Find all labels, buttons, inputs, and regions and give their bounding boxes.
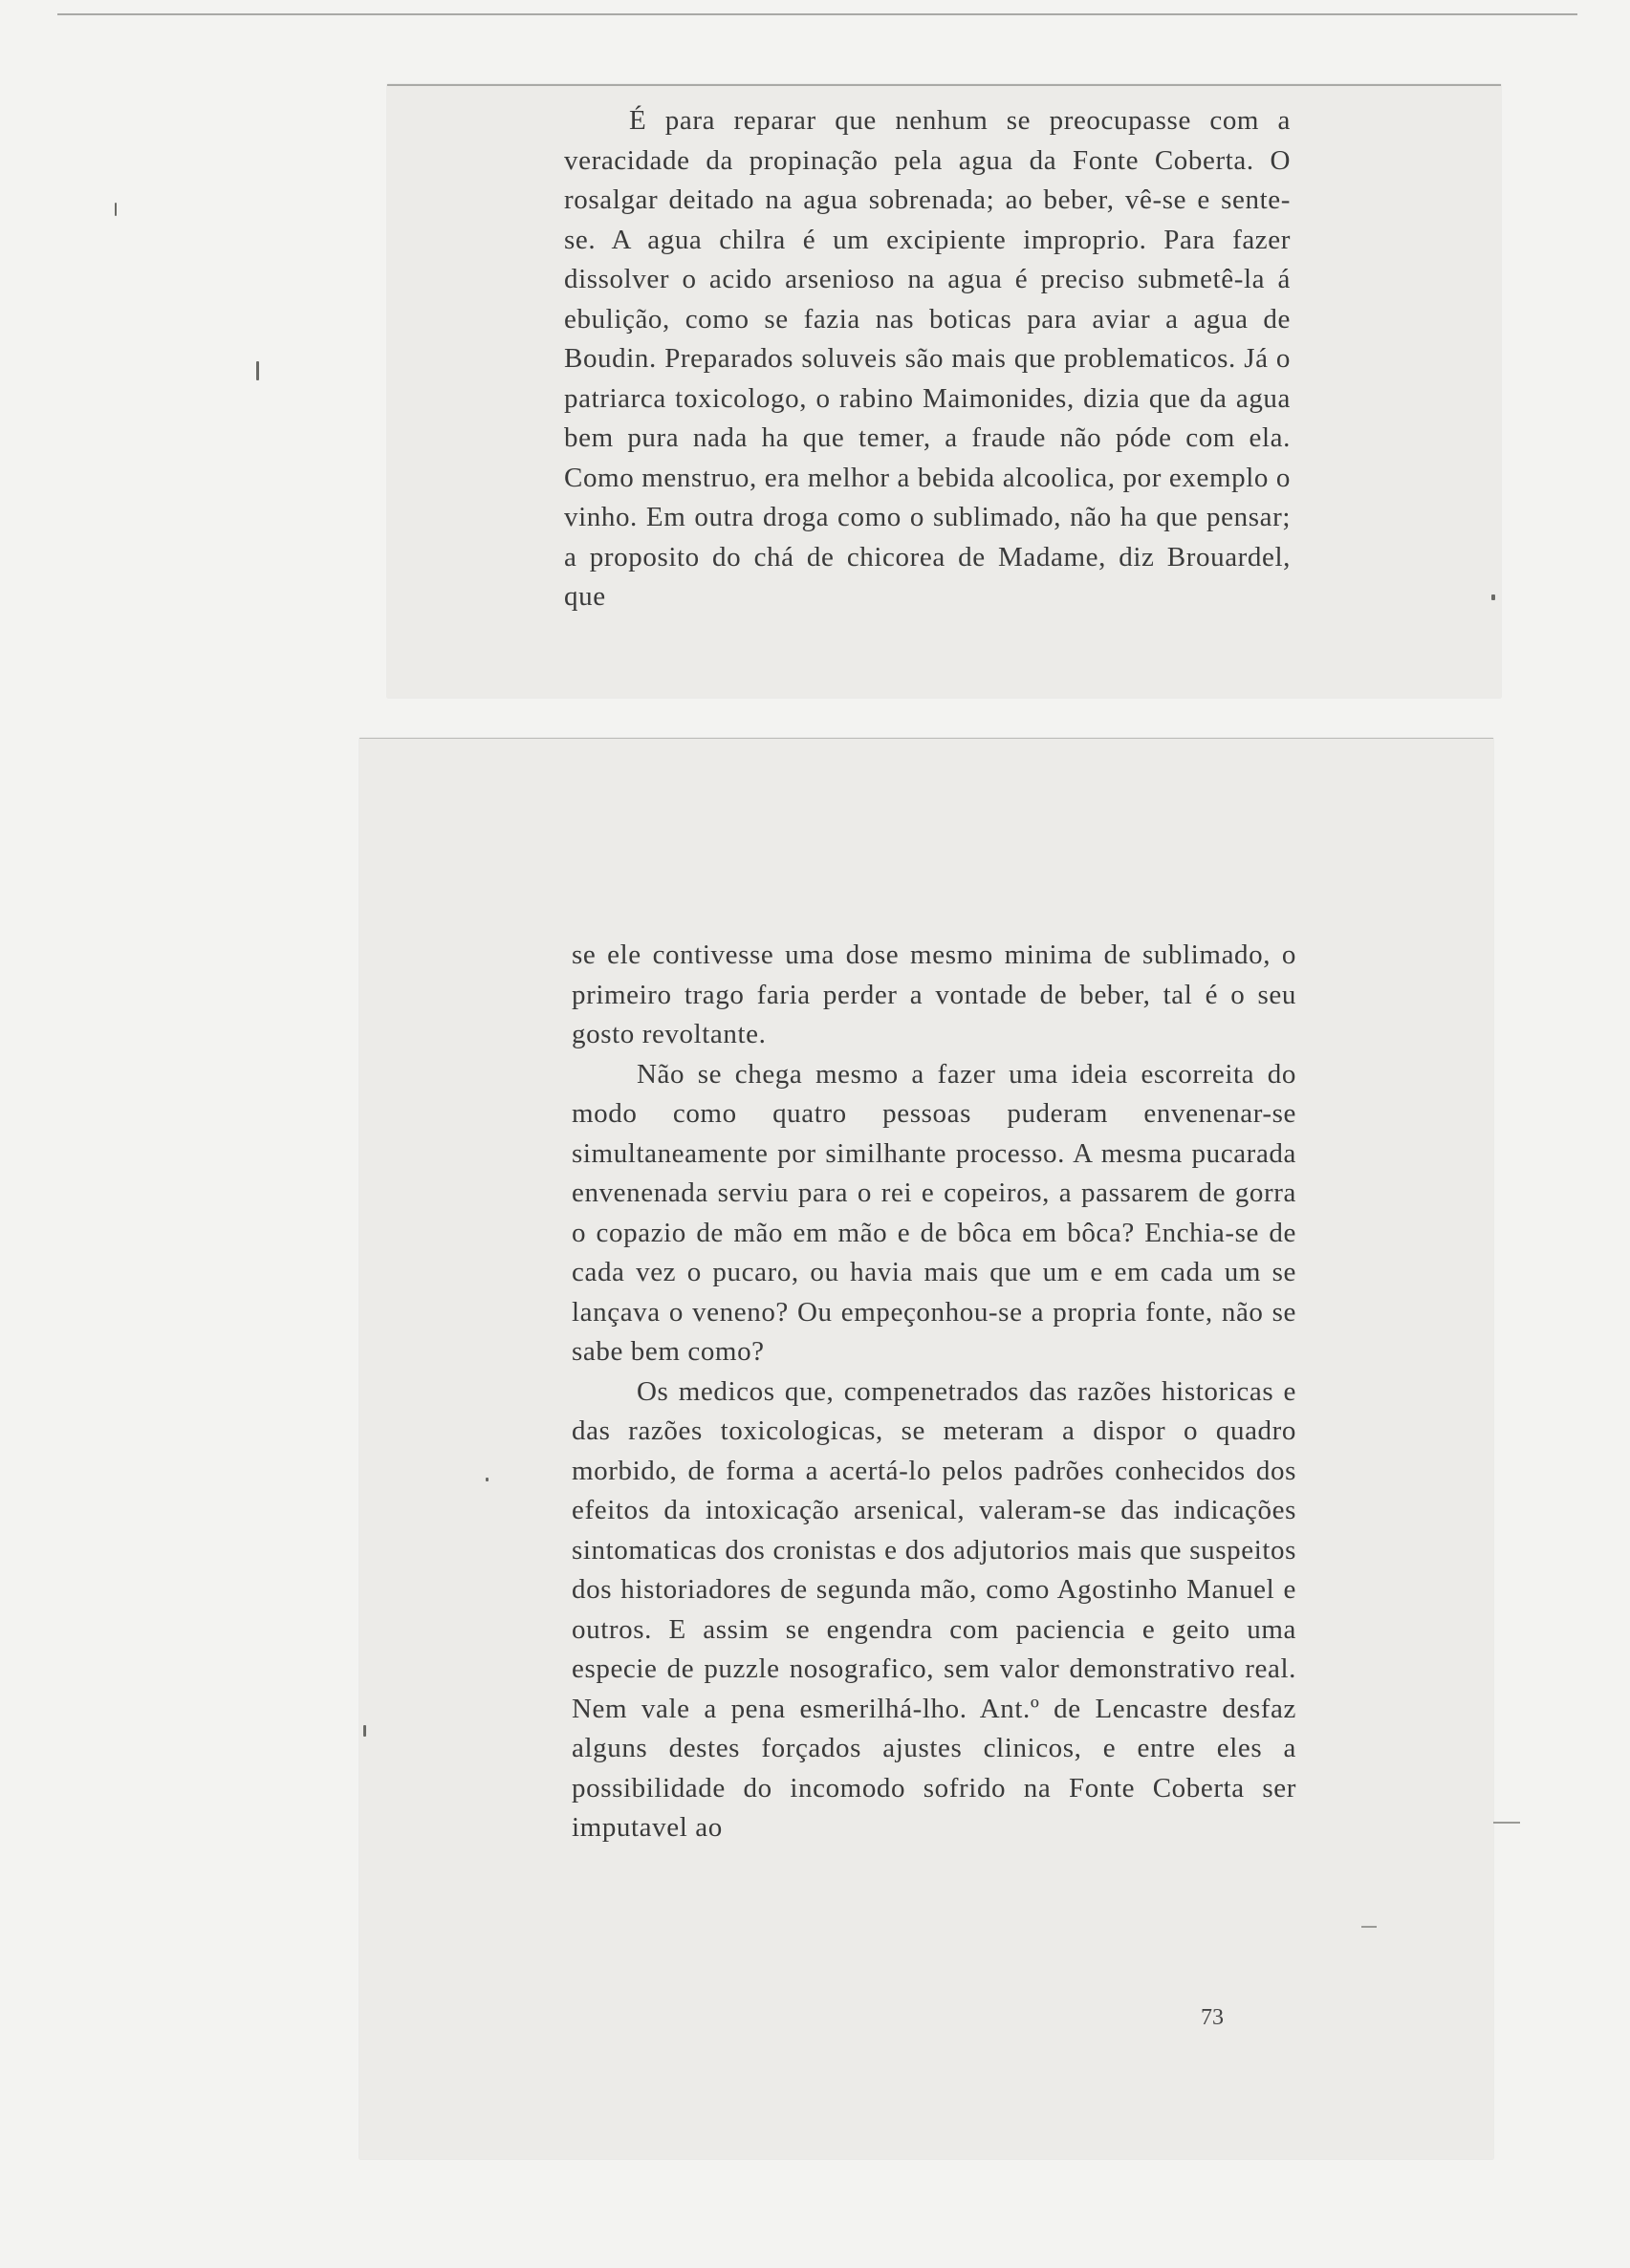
scan-speck [363,1725,366,1737]
paragraph: se ele contivesse uma dose mesmo minima de sublimado, o primeiro trago faria perder a vontade de beber, tal é o seu gosto revoltante. [572,940,1296,1049]
scan-speck [1491,594,1495,600]
paragraph: Os medicos que, compenetrados das razões historicas e das razões toxicologicas, se meteram a dispor o quadro morbido, de forma a acertá-lo pelos padrões conhecidos dos efeitos da intoxicação arsenical, valeram-se das indicações sintomaticas dos cronistas e dos adjutorios mais que suspeitos dos historiadores de segunda mão, como Agostinho Manuel e outros. E assim se engendra com paciencia e geito uma especie de puzzle nosografico, sem valor demonstrativo real. Nem vale a pena esmerilhá-lho. Ant.º de Lencastre desfaz alguns destes forçados ajustes clinicos, e entre eles a possibilidade do incomodo sofrido na Fonte Coberta ser imputavel ao [572,1375,1296,1843]
paragraph: Não se chega mesmo a fazer uma ideia escorreita do modo como quatro pessoas puderam envenenar-se simultaneamente por similhante processo. A mesma pucarada envenenada serviu para o rei e copeiros, a passarem de gorra o copazio de mão em mão e de bôca em bôca? Enchia-se de cada vez o pucaro, ou havia mais que um e em cada um se lançava o veneno? Ou empeçonhou-se a propria fonte, não se sabe bem como? [572,1058,1296,1367]
scan-top-rule [57,13,1577,15]
bottom-clipping-text [572,936,1296,1848]
scan-speck [486,1478,489,1481]
paragraph: É para reparar que nenhum se preocupasse com a veracidade da propinação pela agua da Fonte Coberta. O rosalgar deitado na agua sobrenada; ao beber, vê-se e sente-se. A agua chilra é um excipiente improprio. Para fazer dissolver o acido arsenioso na agua é preciso submetê-la á ebulição, como se fazia nas boticas para aviar a agua de Boudin. Preparados soluveis são mais que problematicos. Já o patriarca toxicologo, o rabino Maimonides, dizia que da agua bem pura nada ha que temer, a fraude não póde com ela. Como menstruo, era melhor a bebida alcoolica, por exemplo o vinho. Em outra droga como o sublimado, não ha que pensar; a proposito do chá de chicorea de Madame, diz Brouardel, que [564,105,1291,612]
scan-mark [1361,1926,1377,1928]
scan-mark [1493,1822,1520,1824]
scan-speck [115,203,117,216]
scan-speck [256,361,259,380]
page-number: 73 [1201,2005,1224,2030]
top-clipping-text [564,101,1291,617]
